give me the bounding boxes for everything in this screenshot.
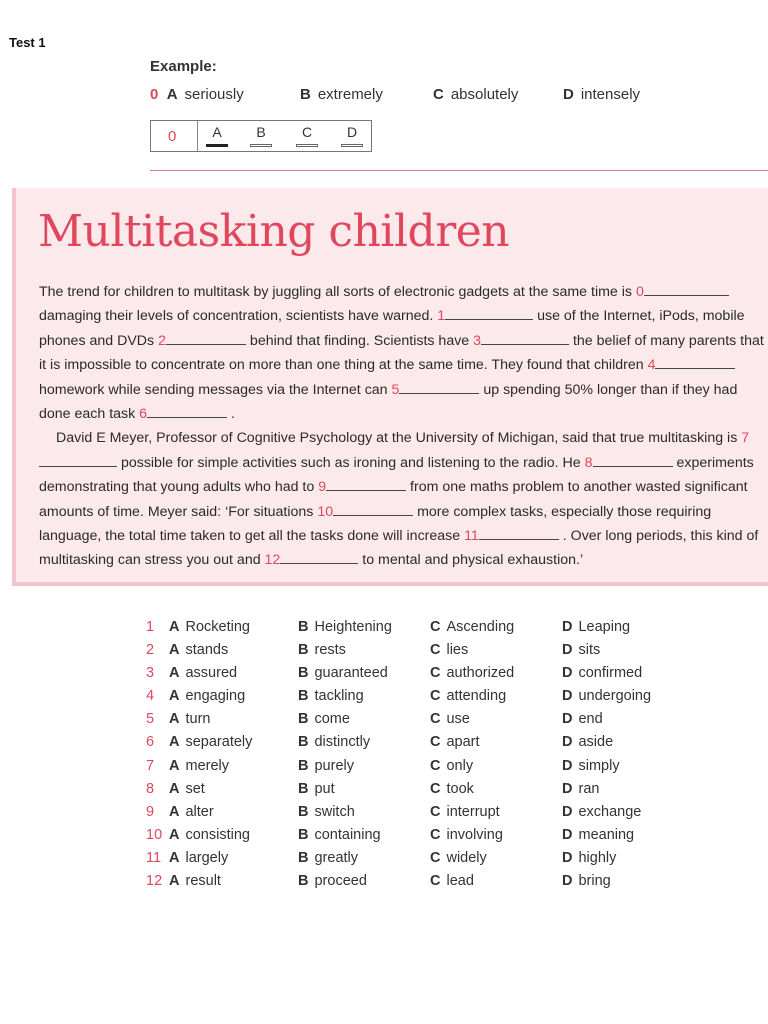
gap-number-1: 1 <box>437 308 446 325</box>
option-a[interactable] <box>169 734 252 750</box>
answer-choice-b-label: B <box>256 124 266 140</box>
option-letter: A <box>169 642 180 659</box>
option-letter: A <box>169 780 180 797</box>
option-b[interactable] <box>298 688 364 704</box>
option-word: tackling <box>314 688 364 705</box>
option-d[interactable] <box>562 734 613 750</box>
example-option-d <box>563 86 640 103</box>
option-word: alter <box>185 803 214 820</box>
option-word: ran <box>578 780 600 797</box>
option-word: end <box>578 711 603 728</box>
option-letter: A <box>169 734 180 751</box>
option-letter: C <box>430 619 441 635</box>
paragraph-1 <box>39 280 767 426</box>
option-a[interactable] <box>169 665 237 681</box>
passage-text: behind that finding. Scientists have <box>245 332 474 349</box>
option-word: took <box>446 780 474 797</box>
option-word: largely <box>185 849 229 866</box>
answer-choice-d-label: D <box>346 124 358 140</box>
example-option-b <box>300 86 383 103</box>
option-letter: C <box>430 757 441 774</box>
gap-blank-9[interactable] <box>326 478 406 491</box>
answer-choice-a-mark <box>206 144 228 147</box>
question-row <box>146 734 706 757</box>
passage-text: experiments demonstrating that young adults who had to <box>39 454 754 496</box>
example-number: 0 <box>150 86 159 103</box>
option-word: use <box>446 711 470 728</box>
option-c[interactable] <box>430 665 514 681</box>
option-word: guaranteed <box>314 665 388 682</box>
option-letter: A <box>169 873 180 890</box>
option-a[interactable] <box>169 688 245 704</box>
option-letter: C <box>430 826 441 843</box>
passage-text: . <box>227 406 235 423</box>
gap-blank-2[interactable] <box>166 332 246 345</box>
option-word: widely <box>446 849 487 866</box>
option-letter: B <box>298 780 309 797</box>
article-title: Multitasking children <box>38 206 510 257</box>
option-letter: D <box>562 826 573 843</box>
gap-blank-5[interactable] <box>399 381 479 394</box>
option-word: assured <box>185 665 238 682</box>
option-c[interactable] <box>430 873 474 889</box>
gap-number-5: 5 <box>391 381 400 398</box>
option-letter: D <box>562 642 573 659</box>
option-c[interactable] <box>430 734 480 750</box>
gap-blank-3[interactable] <box>481 332 569 345</box>
option-d[interactable] <box>562 850 616 866</box>
option-letter: A <box>169 849 180 866</box>
option-word: proceed <box>314 873 367 890</box>
passage-text: the belief of many parents that it is impossible to concentrate on more than one thing at the same time. They found that children <box>39 332 764 374</box>
option-letter: A <box>169 826 180 843</box>
option-b[interactable] <box>298 734 370 750</box>
passage-text: . Over long periods, this kind of multitasking can stress you out and <box>39 528 759 569</box>
option-a[interactable] <box>169 873 221 889</box>
option-word: lies <box>446 642 469 659</box>
question-row <box>146 665 706 688</box>
option-letter: B <box>298 757 309 774</box>
example-heading: Example: <box>150 58 217 75</box>
option-word: interrupt <box>446 803 500 820</box>
option-word: simply <box>578 757 620 774</box>
option-a[interactable] <box>169 758 229 774</box>
question-row <box>146 804 706 827</box>
option-word: put <box>314 780 335 797</box>
example-letter-b: B <box>300 86 311 103</box>
example-option-c <box>433 86 518 103</box>
option-word: highly <box>578 849 617 866</box>
question-number: 12 <box>146 873 163 890</box>
option-c[interactable] <box>430 688 506 704</box>
option-word: lead <box>446 873 474 890</box>
passage-text: damaging their levels of concentration, scientists have warned. <box>39 308 438 325</box>
option-letter: A <box>169 711 180 728</box>
paragraph-2 <box>39 426 767 572</box>
answer-choice-c-label: C <box>301 124 313 140</box>
option-word: merely <box>185 757 229 774</box>
option-a[interactable] <box>169 827 250 843</box>
gap-blank-7[interactable] <box>39 454 117 467</box>
option-word: rests <box>314 642 346 659</box>
question-number: 1 <box>146 619 155 635</box>
option-d[interactable] <box>562 711 603 727</box>
gap-number-8: 8 <box>584 454 593 471</box>
option-b[interactable] <box>298 711 350 727</box>
example-letter-a: A <box>166 86 178 103</box>
option-a[interactable] <box>169 711 210 727</box>
example-word-a: seriously <box>184 86 244 103</box>
option-a[interactable] <box>169 619 250 635</box>
option-word: aside <box>578 734 614 751</box>
option-word: result <box>185 873 221 890</box>
option-word: turn <box>185 711 211 728</box>
option-word: Rocketing <box>185 619 250 635</box>
answer-choice-c-mark <box>296 144 318 147</box>
passage-text: David E Meyer, Professor of Cognitive Psychology at the University of Michigan, said that true multitasking is <box>56 430 742 447</box>
option-letter: A <box>169 803 180 820</box>
question-number: 3 <box>146 665 155 682</box>
option-letter: B <box>298 688 309 705</box>
option-b[interactable] <box>298 781 335 797</box>
option-word: bring <box>578 873 611 890</box>
question-row <box>146 642 706 665</box>
gap-blank-6[interactable] <box>147 405 227 418</box>
passage-text: possible for simple activities such as ironing and listening to the radio. He <box>117 454 585 471</box>
option-letter: C <box>430 734 441 751</box>
option-letter: A <box>169 665 180 682</box>
option-word: Ascending <box>446 619 515 635</box>
passage-text: up spending 50% longer than if they had done each task <box>39 381 738 423</box>
passage-text: more complex tasks, especially those requiring language, the total time taken to get all the tasks done will increase <box>39 503 712 545</box>
question-row <box>146 781 706 804</box>
gap-number-6: 6 <box>139 406 148 423</box>
question-number: 9 <box>146 803 155 820</box>
answer-choice-a[interactable] <box>205 124 229 140</box>
question-row <box>146 688 706 711</box>
option-word: Heightening <box>314 619 392 635</box>
option-word: meaning <box>578 826 635 843</box>
option-letter: D <box>562 734 573 751</box>
answer-choice-b[interactable] <box>249 124 273 140</box>
option-word: purely <box>314 757 354 774</box>
option-letter: C <box>430 780 441 797</box>
gap-blank-1[interactable] <box>445 307 533 320</box>
example-word-d: intensely <box>580 86 641 103</box>
answer-options-list <box>146 619 706 896</box>
gap-number-4: 4 <box>647 357 656 374</box>
option-word: greatly <box>314 849 359 866</box>
example-option-a <box>150 86 244 103</box>
question-row <box>146 850 706 873</box>
passage-text: homework while sending messages via the Internet can <box>39 381 392 398</box>
option-word: switch <box>314 803 355 820</box>
option-d[interactable] <box>562 873 611 889</box>
gap-blank-11[interactable] <box>479 527 559 540</box>
option-d[interactable] <box>562 804 641 820</box>
option-letter: C <box>430 803 441 820</box>
article-passage <box>39 280 767 573</box>
option-letter: A <box>169 688 180 705</box>
gap-number-10: 10 <box>317 503 334 520</box>
option-word: Leaping <box>578 619 631 635</box>
option-letter: D <box>562 665 573 682</box>
question-number: 11 <box>146 849 162 866</box>
option-b[interactable] <box>298 665 388 681</box>
question-row <box>146 711 706 734</box>
answer-choice-b-mark <box>250 144 272 147</box>
gap-number-9: 9 <box>318 479 327 496</box>
gap-number-3: 3 <box>473 332 482 349</box>
option-d[interactable] <box>562 688 651 704</box>
option-c[interactable] <box>430 827 503 843</box>
option-letter: C <box>430 642 441 659</box>
gap-number-0: 0 <box>635 284 644 300</box>
question-row <box>146 873 706 896</box>
option-letter: D <box>562 803 573 820</box>
option-letter: C <box>430 873 441 890</box>
option-b[interactable] <box>298 827 381 843</box>
question-number: 2 <box>146 642 155 659</box>
option-letter: D <box>562 780 573 797</box>
option-a[interactable] <box>169 642 228 658</box>
example-word-b: extremely <box>317 86 383 103</box>
answer-box-number: 0 <box>168 128 177 145</box>
question-row <box>146 827 706 850</box>
option-word: only <box>446 757 474 774</box>
passage-text: use of the Internet, iPods, mobile phones and DVDs <box>39 308 745 349</box>
example-letter-d: D <box>563 86 574 103</box>
option-d[interactable] <box>562 642 600 658</box>
option-letter: B <box>298 803 309 820</box>
example-answer-box <box>150 120 372 152</box>
option-letter: D <box>562 849 573 866</box>
example-word-c: absolutely <box>450 86 519 103</box>
option-letter: C <box>430 849 441 866</box>
passage-text: The trend for children to multitask by juggling all sorts of electronic gadgets at the same time is <box>39 284 636 300</box>
gap-blank-0 <box>644 283 729 296</box>
option-b[interactable] <box>298 850 358 866</box>
passage-text: from one maths problem to another wasted significant amounts of time. Meyer said: ‘For situations <box>39 479 748 520</box>
option-letter: C <box>430 711 441 728</box>
option-word: distinctly <box>314 734 371 751</box>
option-word: set <box>185 780 205 797</box>
gap-number-12: 12 <box>264 552 281 569</box>
option-word: authorized <box>446 665 515 682</box>
gap-blank-10[interactable] <box>333 503 413 516</box>
option-letter: B <box>298 665 309 682</box>
answer-choice-d[interactable] <box>340 124 364 140</box>
option-word: separately <box>185 734 253 751</box>
gap-blank-8[interactable] <box>593 454 673 467</box>
option-word: stands <box>185 642 229 659</box>
option-word: apart <box>446 734 480 751</box>
option-word: sits <box>578 642 601 659</box>
option-letter: B <box>298 849 309 866</box>
option-c[interactable] <box>430 642 468 658</box>
option-c[interactable] <box>430 781 474 797</box>
question-number: 8 <box>146 780 155 797</box>
option-letter: D <box>562 619 573 635</box>
question-number: 5 <box>146 711 155 728</box>
question-number: 10 <box>146 826 163 843</box>
option-c[interactable] <box>430 758 473 774</box>
question-number: 7 <box>146 757 155 774</box>
question-row <box>146 758 706 781</box>
option-a[interactable] <box>169 781 205 797</box>
option-d[interactable] <box>562 827 634 843</box>
option-letter: B <box>298 642 309 659</box>
option-b[interactable] <box>298 619 392 635</box>
option-word: consisting <box>185 826 250 843</box>
option-a[interactable] <box>169 804 214 820</box>
answer-box-divider <box>197 121 198 151</box>
option-b[interactable] <box>298 804 355 820</box>
option-letter: C <box>430 665 441 682</box>
option-d[interactable] <box>562 758 620 774</box>
gap-blank-12[interactable] <box>280 551 358 564</box>
option-d[interactable] <box>562 619 630 635</box>
option-word: confirmed <box>578 665 643 682</box>
passage-text: to mental and physical exhaustion.’ <box>358 552 584 569</box>
option-letter: D <box>562 873 573 890</box>
option-letter: B <box>298 734 309 751</box>
option-letter: B <box>298 873 309 890</box>
option-word: come <box>314 711 350 728</box>
gap-blank-4[interactable] <box>655 356 735 369</box>
option-c[interactable] <box>430 711 470 727</box>
answer-choice-d-mark <box>341 144 363 147</box>
option-c[interactable] <box>430 850 487 866</box>
option-letter: D <box>562 688 573 705</box>
example-letter-c: C <box>433 86 444 103</box>
option-letter: D <box>562 711 573 728</box>
option-letter: B <box>298 619 309 635</box>
option-word: engaging <box>185 688 246 705</box>
gap-number-11: 11 <box>464 528 479 545</box>
option-word: undergoing <box>578 688 652 705</box>
option-b[interactable] <box>298 873 367 889</box>
option-d[interactable] <box>562 781 599 797</box>
divider-rule <box>150 170 768 171</box>
option-b[interactable] <box>298 642 346 658</box>
option-word: attending <box>446 688 507 705</box>
option-letter: A <box>169 757 180 774</box>
test-label: Test 1 <box>9 35 46 50</box>
question-number: 6 <box>146 734 155 751</box>
option-word: exchange <box>578 803 642 820</box>
option-letter: D <box>562 757 573 774</box>
option-b[interactable] <box>298 758 354 774</box>
option-letter: C <box>430 688 441 705</box>
option-c[interactable] <box>430 619 514 635</box>
answer-choice-a-label: A <box>212 124 222 140</box>
option-letter: B <box>298 826 309 843</box>
question-number: 4 <box>146 688 155 705</box>
gap-number-2: 2 <box>158 332 166 349</box>
option-word: involving <box>446 826 503 843</box>
option-letter: B <box>298 711 309 728</box>
option-c[interactable] <box>430 804 500 820</box>
option-a[interactable] <box>169 850 228 866</box>
option-letter: A <box>169 619 180 635</box>
answer-choice-c[interactable] <box>295 124 319 140</box>
option-d[interactable] <box>562 665 642 681</box>
option-word: containing <box>314 826 381 843</box>
gap-number-7: 7 <box>741 430 750 447</box>
question-row <box>146 619 706 642</box>
